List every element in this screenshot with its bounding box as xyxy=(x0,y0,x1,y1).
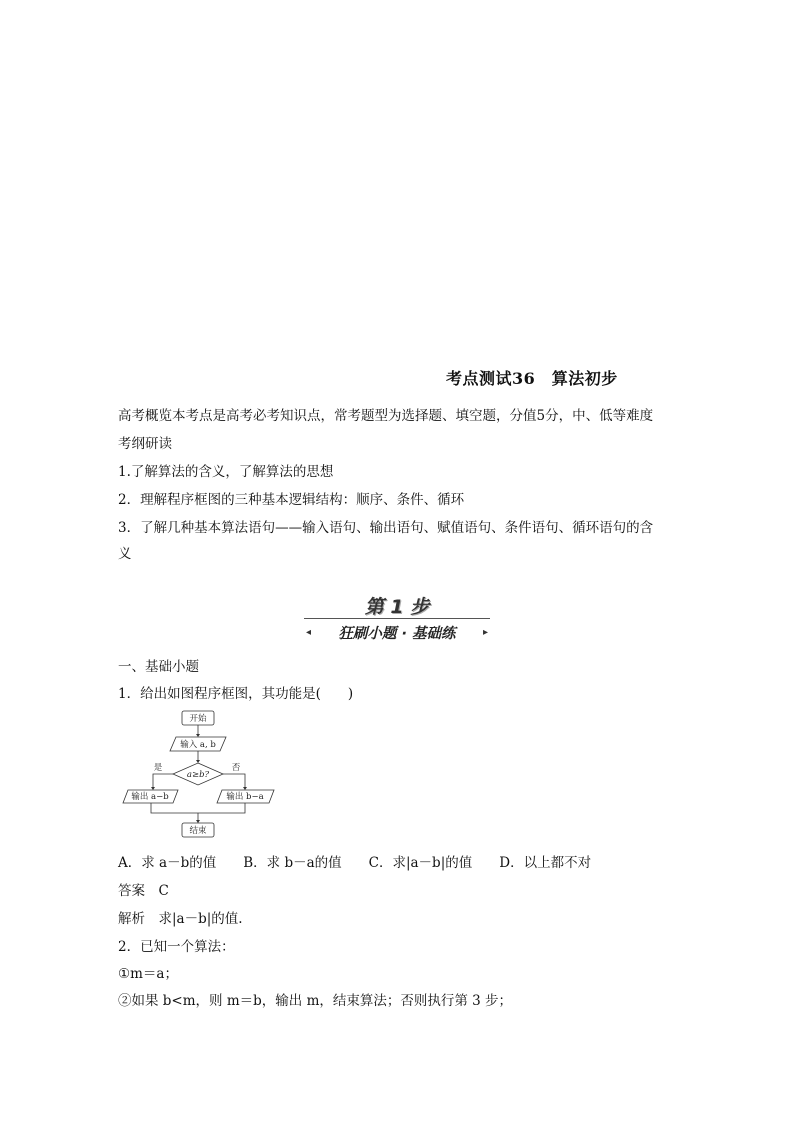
flow-decision-label: a≥b? xyxy=(186,770,210,780)
right-arrow-icon: ▸ xyxy=(482,627,488,638)
flow-no-label: 否 xyxy=(231,763,241,773)
flow-input-label: 输入 a, b xyxy=(180,740,216,750)
program-flowchart xyxy=(118,705,278,840)
arrowhead-icon xyxy=(196,734,200,737)
outline-item-2: 2．理解程序框图的三种基本逻辑结构：顺序、条件、循环 xyxy=(118,492,465,508)
flow-output-right-label: 输出 b−a xyxy=(226,792,264,802)
question-1-analysis: 解析 求|a－b|的值. xyxy=(118,911,243,927)
flow-no-branch xyxy=(223,774,245,789)
arrowhead-icon xyxy=(196,760,200,763)
banner-subtitle: 狂刷小题 · 基础练 xyxy=(338,626,456,642)
flow-yes-label: 是 xyxy=(153,763,163,773)
question-1-stem: 1．给出如图程序框图，其功能是( ) xyxy=(118,686,354,702)
section-heading: 一、基础小题 xyxy=(118,659,199,675)
question-1-answer: 答案 C xyxy=(118,883,169,899)
page-title: 考点测试36 算法初步 xyxy=(446,369,618,388)
question-2-step-2: ②如果 b<m，则 m＝b，输出 m，结束算法；否则执行第 3 步； xyxy=(118,993,513,1009)
flow-merge-line xyxy=(151,803,245,813)
flow-end-label: 结束 xyxy=(189,826,207,836)
arrowhead-icon xyxy=(151,787,155,790)
overview-text: 高考概览本考点是高考必考知识点，常考题型为选择题、填空题，分值5分，中、低等难度 xyxy=(118,408,654,424)
flow-start-label: 开始 xyxy=(189,714,207,724)
flow-output-left-label: 输出 a−b xyxy=(131,792,169,802)
banner-divider xyxy=(304,618,490,619)
step-banner xyxy=(304,592,490,644)
question-2-step-1: ①m＝a； xyxy=(118,966,178,982)
question-1-options: A．求 a－b的值 B．求 b－a的值 C．求|a－b|的值 D．以上都不对 xyxy=(118,855,592,871)
left-arrow-icon: ◂ xyxy=(306,627,312,638)
arrowhead-icon xyxy=(243,787,247,790)
outline-item-3-cont: 义 xyxy=(118,546,132,562)
outline-item-3: 3．了解几种基本算法语句——输入语句、输出语句、赋值语句、条件语句、循环语句的含 xyxy=(118,520,654,536)
flow-yes-branch xyxy=(153,774,173,789)
banner-step-label: 第 1 步 xyxy=(364,596,430,618)
question-2-stem: 2．已知一个算法： xyxy=(118,939,235,955)
outline-heading: 考纲研读 xyxy=(118,436,172,452)
arrowhead-icon xyxy=(196,820,200,823)
outline-item-1: 1.了解算法的含义，了解算法的思想 xyxy=(118,464,334,480)
